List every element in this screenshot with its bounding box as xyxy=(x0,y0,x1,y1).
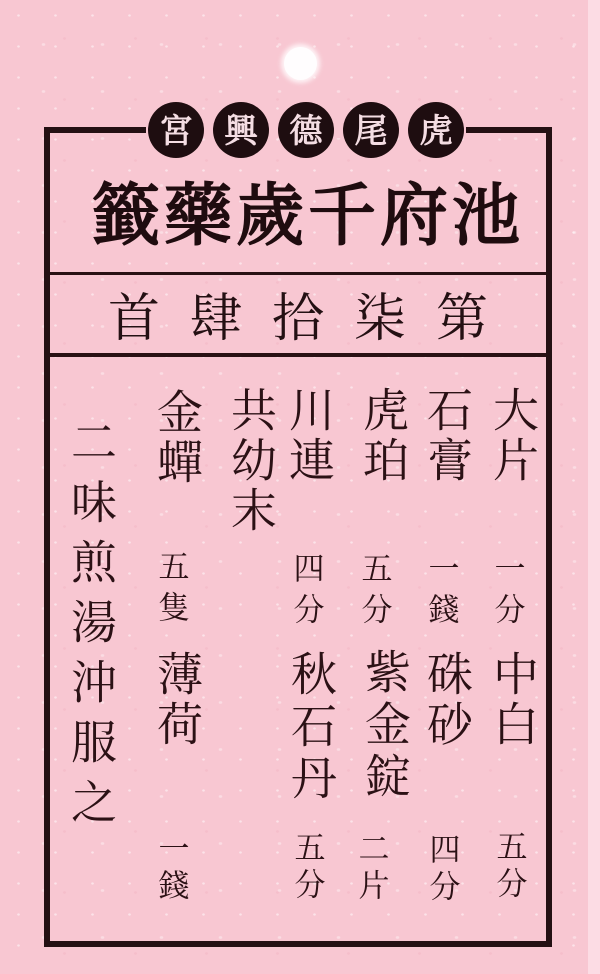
usage-instruction: 二味煎湯沖服之 xyxy=(64,418,118,838)
scan-edge-artifact xyxy=(588,0,600,974)
ingredient-name: 川連 xyxy=(282,386,336,486)
ingredient-dose: 四分 xyxy=(287,552,324,634)
ingredient-dose: 五分 xyxy=(288,831,325,905)
ingredient-dose: 一分 xyxy=(488,552,525,634)
ingredient-dose: 一錢 xyxy=(422,552,459,634)
temple-badge: 尾 xyxy=(343,102,399,158)
ingredient-name: 中白 xyxy=(486,650,540,750)
ingredient-name: 石膏 xyxy=(420,386,474,486)
punch-hole xyxy=(284,47,317,80)
ingredient-name: 紫金錠 xyxy=(358,648,412,804)
talisman-title: 籤藥歲千府池 xyxy=(91,175,524,256)
preparation-note: 共幼末 xyxy=(224,386,278,536)
ingredient-name: 薄荷 xyxy=(150,650,204,750)
divider-line xyxy=(50,272,546,275)
temple-badge: 宮 xyxy=(148,102,204,158)
ingredient-dose: 二片 xyxy=(352,832,389,906)
temple-badge: 興 xyxy=(213,102,269,158)
ingredient-dose: 五隻 xyxy=(152,550,189,632)
ingredient-name: 硃砂 xyxy=(420,650,474,750)
ingredient-name: 秋石丹 xyxy=(284,650,338,806)
divider-line xyxy=(50,353,546,357)
ingredient-name: 虎珀 xyxy=(356,386,410,486)
ingredient-dose: 一錢 xyxy=(152,832,189,906)
ingredient-dose: 五分 xyxy=(355,552,392,634)
ingredient-dose: 五分 xyxy=(490,830,527,904)
temple-badge: 虎 xyxy=(408,102,464,158)
ingredient-dose: 四分 xyxy=(423,833,460,907)
lot-number-row: 首肆拾柒第 xyxy=(107,288,518,349)
ingredient-name: 大片 xyxy=(486,386,540,486)
ingredient-name: 金蟬 xyxy=(150,388,204,488)
temple-badge: 德 xyxy=(278,102,334,158)
